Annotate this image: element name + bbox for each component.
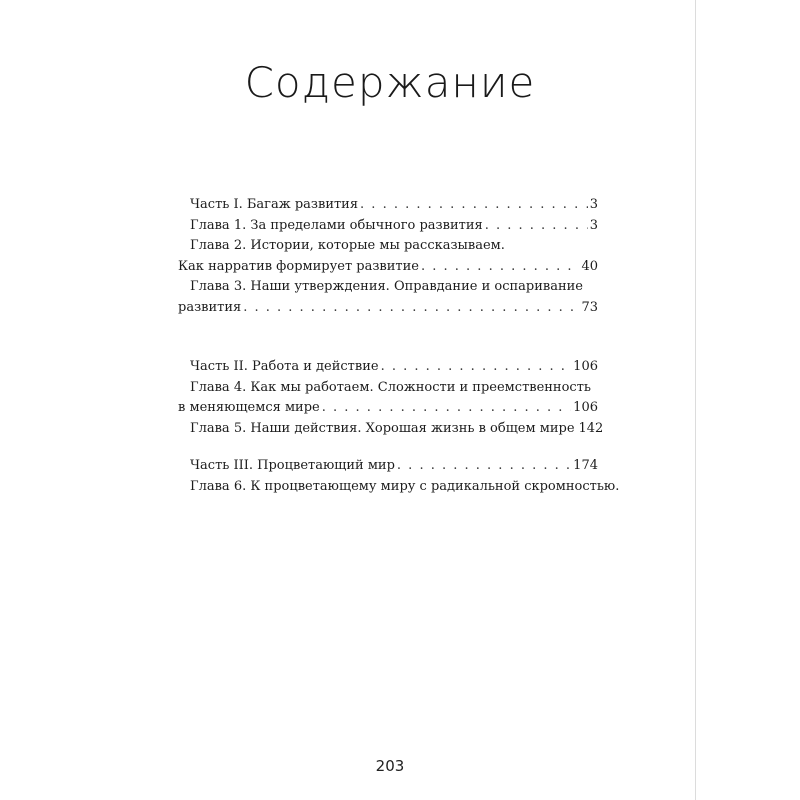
toc-page-number: 142 [578, 420, 604, 436]
toc-entry-chapter-1 [178, 216, 598, 237]
toc-entry-label: в меняющемся мире [178, 400, 320, 415]
toc-entry-label: Глава 2. Истории, которые мы рассказываем. [190, 238, 505, 253]
toc-entry-label: Часть I. Багаж развития [190, 197, 359, 212]
toc-entry-chapter-3-line-1 [178, 277, 598, 298]
toc-entry-label: Как нарратив формирует развитие [178, 258, 419, 274]
toc-entry-label: Часть III. Процветающий мир [190, 458, 395, 473]
toc-entry-label: Глава 5. Наши действия. Хорошая жизнь в общем мире [190, 420, 575, 436]
toc-page-number: 73 [581, 299, 598, 315]
toc-leader-dots [360, 195, 588, 216]
section-gap [178, 318, 598, 357]
toc-entry-part-2 [178, 357, 598, 378]
toc-leader-dots [381, 357, 572, 378]
toc-entry-label: Глава 4. Как мы работаем. Сложности и преемственность [190, 379, 591, 395]
page-title: Содержание [244, 58, 536, 107]
toc-page-number: 106 [573, 359, 598, 374]
toc-page-number: 174 [573, 458, 598, 473]
page-number-footer: 203 [375, 757, 405, 775]
toc-entry-part-1 [178, 195, 598, 216]
toc-entry-chapter-4-line-2 [178, 398, 598, 419]
toc-entry-label: Часть II. Работа и действие [190, 359, 379, 374]
toc-leader-dots [485, 216, 588, 237]
toc-leader-dots [322, 398, 571, 419]
toc-entry-label: развития [178, 299, 242, 315]
toc-entry-part-3 [178, 456, 598, 477]
toc-entry-chapter-5 [178, 419, 604, 440]
toc-leader-dots [421, 257, 579, 278]
toc-page-number: 106 [573, 400, 598, 415]
toc-entry-chapter-3-line-2 [178, 298, 598, 319]
table-of-contents [178, 195, 620, 497]
section-gap [178, 439, 598, 456]
toc-page-number: 40 [581, 258, 598, 274]
toc-entry-label: Глава 6. К процветающему миру с радикальной скромностью. [190, 478, 620, 494]
toc-entry-chapter-4-line-1 [178, 378, 598, 399]
toc-entry-chapter-2-line-2 [178, 257, 598, 278]
toc-leader-dots [397, 456, 571, 477]
toc-page-number: 3 [589, 217, 598, 233]
toc-entry-label: Глава 1. За пределами обычного развития [190, 217, 483, 233]
toc-entry-chapter-2-line-1 [178, 236, 598, 257]
toc-entry-chapter-6 [178, 477, 620, 498]
toc-page-number: 3 [589, 197, 598, 212]
page-edge [696, 0, 800, 800]
toc-leader-dots [243, 298, 579, 319]
toc-entry-label: Глава 3. Наши утверждения. Оправдание и оспаривание [190, 279, 583, 294]
